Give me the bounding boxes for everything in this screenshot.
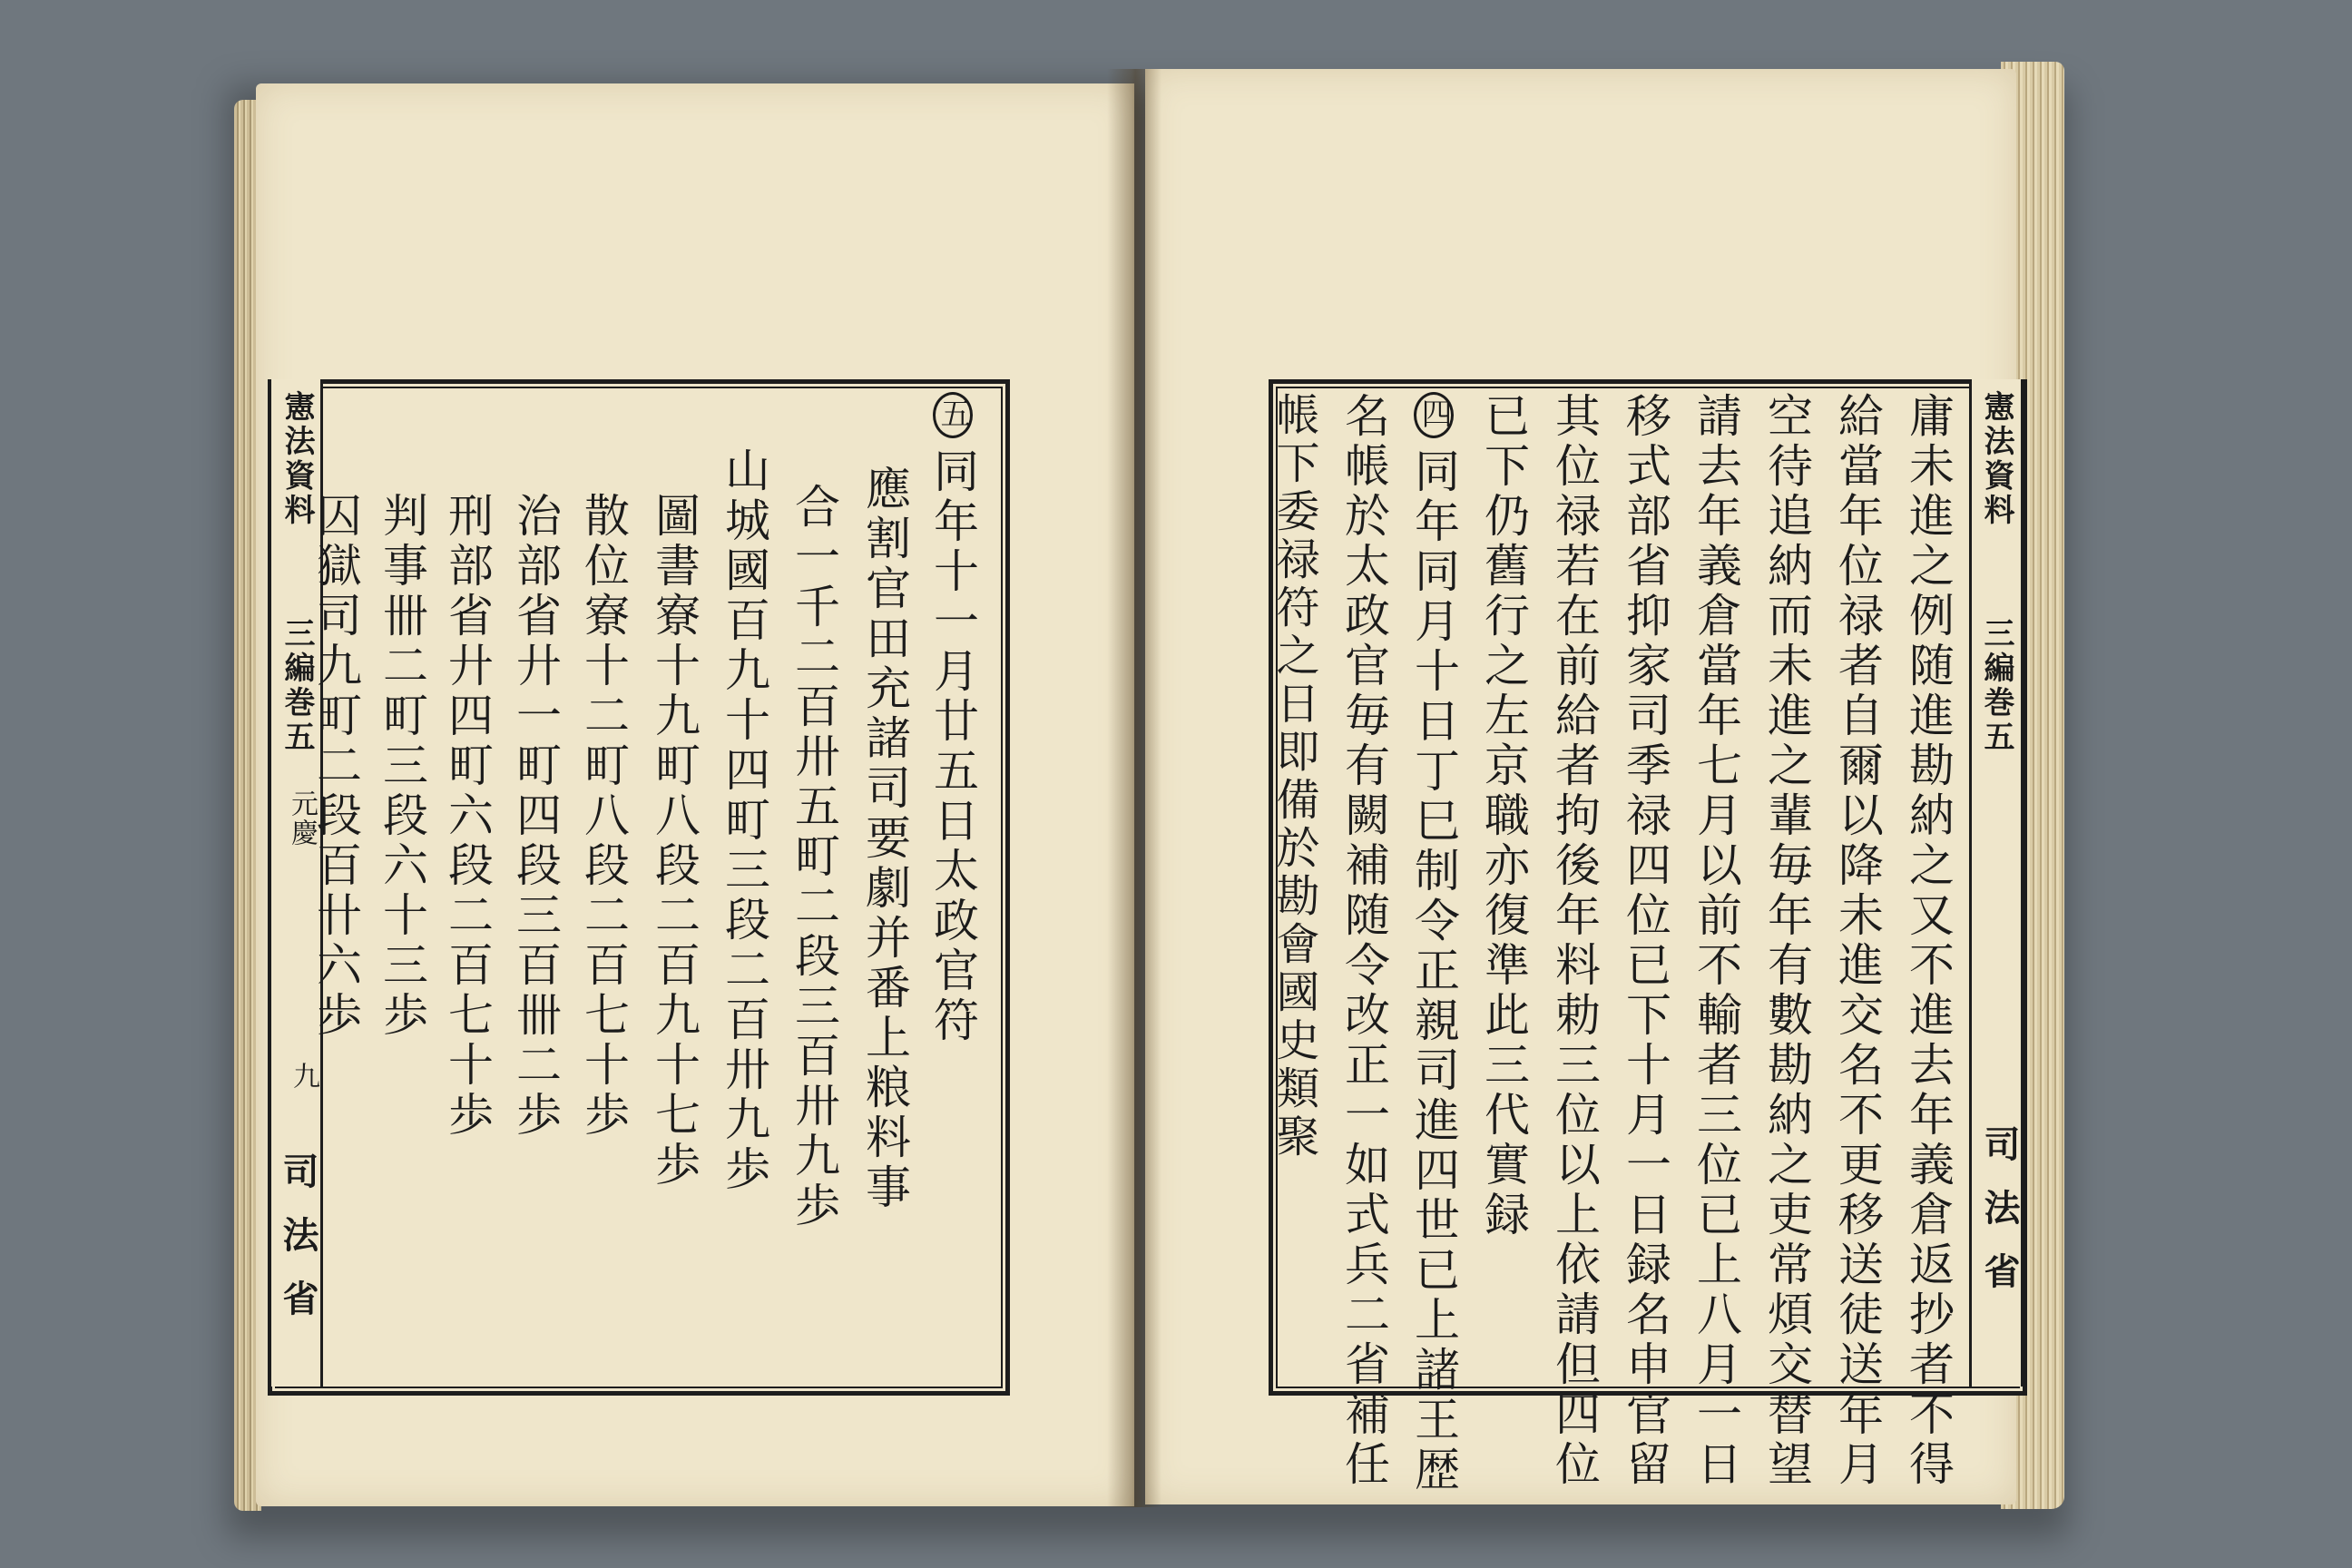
left-margin-title: 憲法資料	[279, 390, 315, 528]
left-col-1-text: 同年十一月廿五日太政官符	[926, 447, 979, 1046]
entry-marker-circle: 五	[933, 392, 973, 438]
right-col-10: 帳下委禄符之日即備於勘會國史類聚	[1269, 392, 1319, 1161]
left-col-8: 刑部省廾四町六段二百七十歩	[441, 492, 494, 1141]
left-col-10: 囚獄司九町二段百卄六歩	[309, 492, 362, 1041]
left-col-1	[926, 392, 979, 1046]
entry-marker-circle: 四	[1414, 392, 1454, 438]
left-col-5: 圖書寮十九町八段二百九十七歩	[648, 492, 701, 1191]
left-col-7: 治部省廾一町四段三百卌二歩	[509, 492, 562, 1141]
right-margin-title: 憲法資料	[1978, 390, 2014, 528]
right-col-9: 名帳於太政官毎有闕補随令改正一如式兵二省補任	[1338, 392, 1390, 1490]
right-col-8	[1407, 392, 1460, 1495]
right-col-7: 已下仍舊行之左京職亦復準此三代實録	[1477, 392, 1530, 1240]
right-col-1: 庸未進之例随進勘納之又不進去年義倉返抄者不得	[1902, 392, 1955, 1490]
left-dept-label: 司法省	[277, 1152, 319, 1343]
left-page-number: 九	[288, 1062, 319, 1091]
left-col-6: 散位寮十二町八段二百七十歩	[577, 492, 630, 1141]
left-col-2: 應割官田充諸司要劇并番上粮料事	[858, 465, 911, 1213]
right-dept-label: 司法省	[1978, 1125, 2021, 1316]
left-margin-era: 元慶	[286, 789, 318, 848]
right-col-8-text: 同年同月十日丁巳制令正親司進四世已上諸王歴	[1407, 447, 1460, 1495]
left-margin-volume: 三編巻五	[279, 617, 315, 755]
right-margin-volume: 三編巻五	[1978, 617, 2014, 755]
right-col-4: 請去年義倉當年七月以前不輸者三位已上八月一日	[1690, 392, 1742, 1490]
right-col-3: 空待追納而未進之輩毎年有數勘納之吏常煩交替望	[1760, 392, 1813, 1490]
left-col-4: 山城國百九十四町三段二百卅九歩	[718, 446, 770, 1195]
left-col-3: 合一千二百卅五町二段三百卅九歩	[788, 483, 840, 1231]
book-gutter	[1107, 69, 1161, 1507]
right-col-2: 給當年位禄者自爾以降未進交名不更移送徒送年月	[1831, 392, 1884, 1490]
left-col-9: 判事卌二町三段六十三歩	[376, 492, 428, 1041]
right-col-5: 移式部省抑家司季禄四位已下十月一日録名申官留	[1619, 392, 1671, 1490]
right-col-6: 其位禄若在前給者拘後年料勅三位以上依請但四位	[1548, 392, 1601, 1490]
